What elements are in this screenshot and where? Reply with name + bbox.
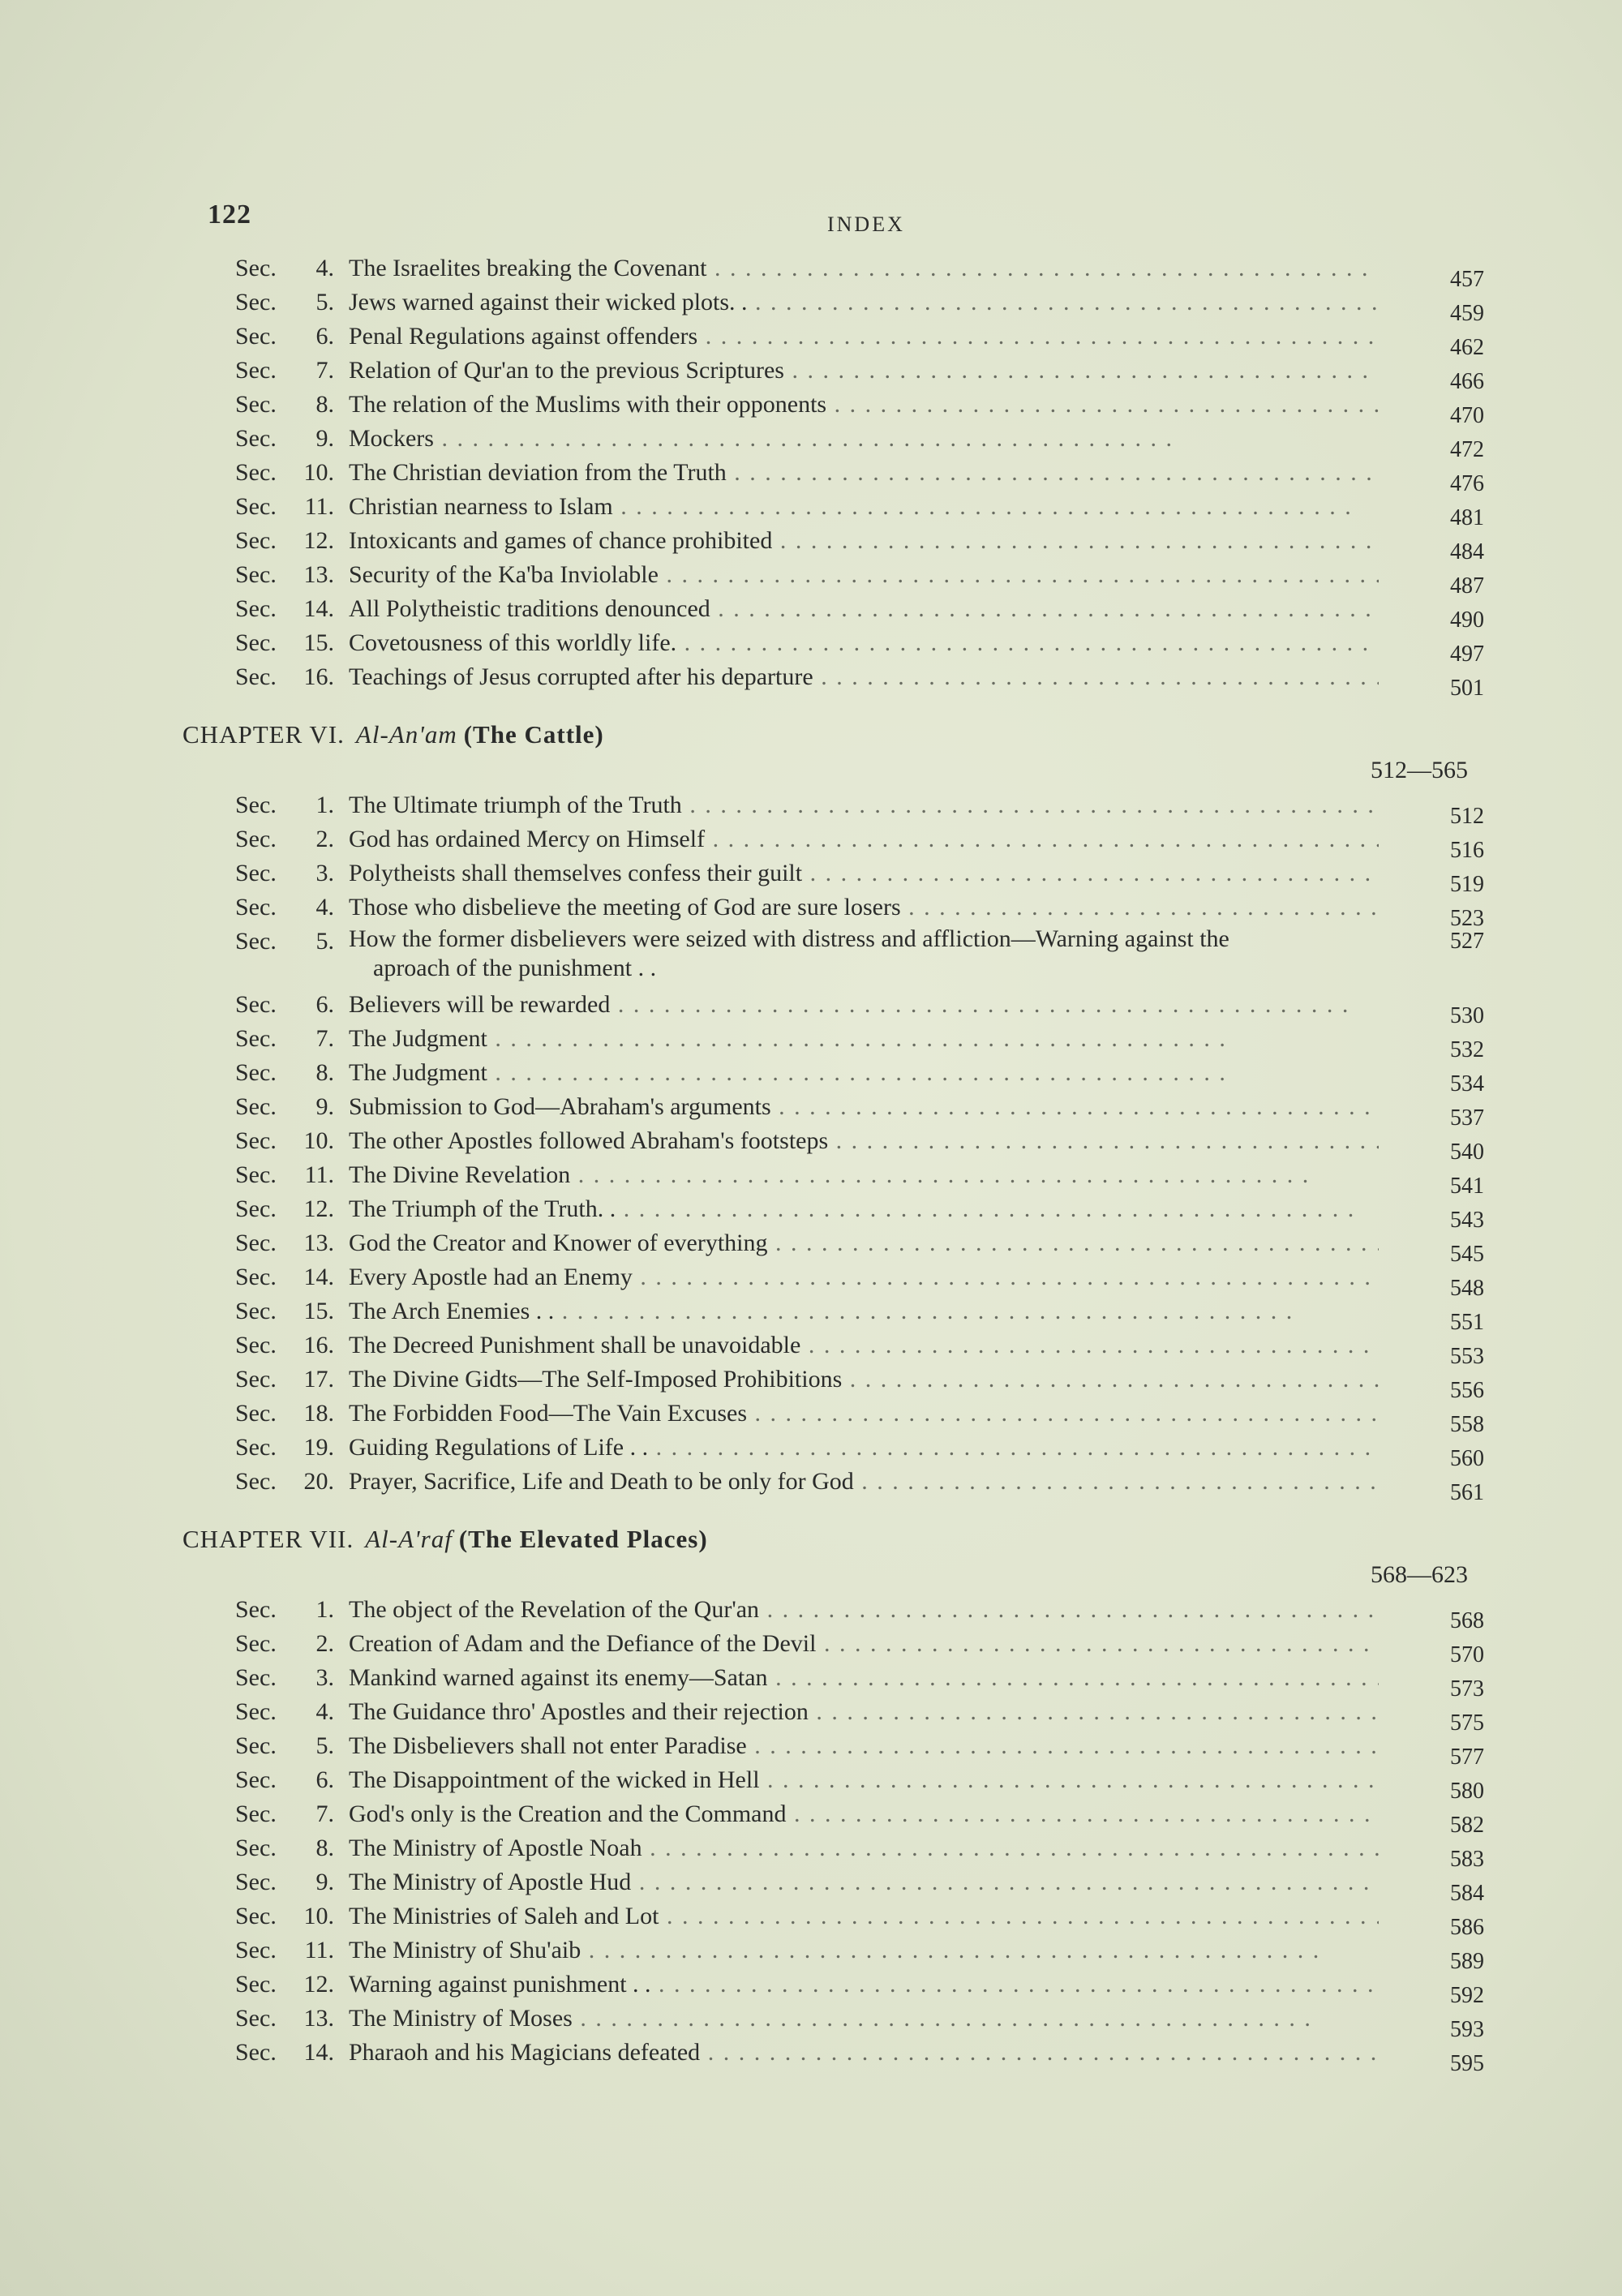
section-title (349, 1328, 1379, 1363)
toc-entry (178, 1022, 1484, 1062)
section-page-number: 570 (1450, 1642, 1484, 1667)
section-title-text: The Judgment (349, 1025, 487, 1052)
toc-entry (178, 2002, 1484, 2042)
section-number: 5. (315, 289, 334, 315)
section-prefix: Sec. (235, 1766, 277, 1793)
section-title (349, 2002, 1379, 2036)
section-number: 14. (303, 1264, 334, 1290)
section-title-text: Mockers (349, 425, 434, 452)
section-title-text: Security of the Ka'ba Inviolable (349, 561, 659, 588)
section-page-number: 457 (1450, 267, 1484, 292)
section-number: 7. (315, 1800, 334, 1827)
section-title (349, 1226, 1379, 1260)
toc-entry (178, 1363, 1484, 1403)
toc-entry (178, 1465, 1484, 1521)
section-title (349, 456, 1379, 490)
section-title (349, 251, 1379, 285)
toc-entry (178, 2036, 1484, 2092)
section-prefix: Sec. (235, 289, 277, 315)
section-title-text: Pharaoh and his Magicians defeated (349, 2039, 701, 2066)
section-prefix: Sec. (235, 1971, 277, 1998)
section-number: 13. (303, 2005, 334, 2032)
section-title (349, 2036, 1379, 2070)
section-number: 15. (303, 1298, 334, 1324)
section-prefix: Sec. (235, 1903, 277, 1929)
section-page-number: 545 (1450, 1242, 1484, 1267)
section-prefix: Sec. (235, 1835, 277, 1861)
chapter-heading-7 (178, 1521, 1484, 1593)
section-prefix: Sec. (235, 826, 277, 852)
section-page-number: 548 (1450, 1276, 1484, 1301)
section-prefix: Sec. (235, 1366, 277, 1393)
section-title (349, 592, 1379, 626)
toc-entry (178, 1797, 1484, 1838)
section-title (349, 320, 1379, 354)
section-prefix: Sec. (235, 459, 277, 486)
toc-entry (178, 354, 1484, 394)
section-title (349, 1192, 1379, 1226)
section-title (349, 1933, 1379, 1968)
section-title-text: The Ministry of Apostle Noah (349, 1835, 642, 1861)
section-title-text: The Divine Gidts—The Self-Imposed Prohibitions (349, 1366, 843, 1393)
section-title-text: The Arch Enemies . . (349, 1298, 555, 1324)
section-number: 3. (315, 860, 334, 886)
section-prefix: Sec. (235, 1937, 277, 1963)
section-page-number: 530 (1450, 1003, 1484, 1028)
section-prefix: Sec. (235, 1400, 277, 1427)
section-number: 18. (303, 1400, 334, 1427)
section-page-number: 481 (1450, 505, 1484, 530)
toc-entry (178, 422, 1484, 462)
section-title (349, 1022, 1379, 1056)
section-number: 13. (303, 561, 334, 588)
section-title (349, 1729, 1379, 1763)
section-title-text: All Polytheistic traditions denounced (349, 595, 710, 622)
section-title-text: God the Creator and Knower of everything (349, 1230, 768, 1256)
section-title-text: Intoxicants and games of chance prohibited (349, 527, 773, 554)
toc-entry (178, 490, 1484, 530)
section-title (349, 626, 1379, 660)
section-prefix: Sec. (235, 1434, 277, 1461)
section-title-text: The other Apostles followed Abraham's footsteps (349, 1127, 829, 1154)
section-title-continuation: aproach of the punishment . . (373, 955, 657, 981)
section-prefix: Sec. (235, 1127, 277, 1154)
section-prefix: Sec. (235, 1468, 277, 1495)
section-title (349, 1465, 1379, 1499)
section-title-text: The object of the Revelation of the Qur'an (349, 1596, 760, 1623)
section-title (349, 422, 1379, 456)
section-prefix: Sec. (235, 894, 277, 921)
toc-entry (178, 1260, 1484, 1301)
toc-entry (178, 1695, 1484, 1736)
section-number: 12. (303, 1971, 334, 1998)
section-title (349, 1968, 1379, 2002)
chapter-6-section-list (178, 788, 1484, 1521)
toc-entry (178, 626, 1484, 667)
toc-entry (178, 788, 1484, 829)
toc-entry (178, 456, 1484, 496)
section-number: 1. (315, 792, 334, 818)
section-page-number: 577 (1450, 1745, 1484, 1770)
section-number: 5. (315, 928, 334, 955)
toc-entry (178, 925, 1484, 988)
chapter-english-title: (The Cattle) (463, 720, 604, 749)
section-title (349, 285, 1379, 320)
section-number: 2. (315, 826, 334, 852)
toc-entry (178, 251, 1484, 292)
section-title-text: How the former disbelievers were seized with distress and affliction—Warning against the (349, 925, 1229, 952)
toc-entry (178, 1865, 1484, 1906)
section-page-number: 516 (1450, 838, 1484, 863)
section-title-text: Those who disbelieve the meeting of God are sure losers (349, 894, 901, 921)
section-title-text: Guiding Regulations of Life . . (349, 1434, 649, 1461)
section-number: 15. (303, 629, 334, 656)
section-number: 17. (303, 1366, 334, 1393)
section-title-text: Creation of Adam and the Defiance of the Devil (349, 1630, 817, 1657)
section-title (349, 1124, 1379, 1158)
section-title-text: Covetousness of this worldly life. (349, 629, 677, 656)
section-title (349, 1397, 1379, 1431)
section-page-number: 558 (1450, 1412, 1484, 1437)
section-prefix: Sec. (235, 1630, 277, 1657)
section-title (349, 1363, 1379, 1397)
section-page-number: 476 (1450, 471, 1484, 496)
section-prefix: Sec. (235, 1596, 277, 1623)
section-title-text: Relation of Qur'an to the previous Scriptures (349, 357, 784, 384)
toc-entry (178, 1328, 1484, 1369)
section-prefix: Sec. (235, 991, 277, 1018)
toc-entry (178, 856, 1484, 897)
toc-entry (178, 1226, 1484, 1267)
section-page-number: 575 (1450, 1710, 1484, 1736)
section-prefix: Sec. (235, 493, 277, 520)
section-number: 19. (303, 1434, 334, 1461)
table-of-contents (178, 251, 1484, 2092)
toc-entry (178, 891, 1484, 931)
section-title (349, 925, 1484, 983)
section-page-number: 472 (1450, 437, 1484, 462)
section-number: 6. (315, 991, 334, 1018)
section-number: 9. (315, 425, 334, 452)
section-number: 7. (315, 1025, 334, 1052)
section-number: 3. (315, 1664, 334, 1691)
section-number: 13. (303, 1230, 334, 1256)
section-title-text: Every Apostle had an Enemy (349, 1264, 633, 1290)
section-title-text: The Ministry of Shu'aib (349, 1937, 581, 1963)
section-title-text: Prayer, Sacrifice, Life and Death to be only for God (349, 1468, 854, 1495)
chapter-page-range: 568—623 (1371, 1561, 1468, 1588)
section-number: 4. (315, 894, 334, 921)
section-page-number: 462 (1450, 335, 1484, 360)
section-title (349, 1090, 1379, 1124)
section-title-text: Believers will be rewarded (349, 991, 611, 1018)
section-title (349, 354, 1379, 388)
section-title-text: The Triumph of the Truth. . (349, 1195, 616, 1222)
section-page-number: 560 (1450, 1446, 1484, 1471)
toc-entry (178, 592, 1484, 633)
section-page-number: 497 (1450, 642, 1484, 667)
section-title-text: The Ministries of Saleh and Lot (349, 1903, 659, 1929)
chapter-arabic-title: Al-An'am (355, 720, 457, 749)
section-page-number: 580 (1450, 1779, 1484, 1804)
section-title (349, 1763, 1379, 1797)
section-number: 8. (315, 391, 334, 418)
section-page-number: 595 (1450, 2051, 1484, 2076)
section-number: 8. (315, 1059, 334, 1086)
section-prefix: Sec. (235, 663, 277, 690)
page-number: 122 (208, 200, 251, 230)
section-title-text: The Decreed Punishment shall be unavoidable (349, 1332, 801, 1358)
section-prefix: Sec. (235, 595, 277, 622)
section-page-number: 459 (1450, 301, 1484, 326)
section-title (349, 1593, 1379, 1627)
section-title (349, 660, 1379, 694)
toc-entry (178, 1090, 1484, 1131)
section-title-text: Warning against punishment . . (349, 1971, 651, 1998)
section-title-text: The Israelites breaking the Covenant (349, 255, 707, 281)
toc-entry (178, 1593, 1484, 1633)
section-title (349, 1627, 1379, 1661)
section-prefix: Sec. (235, 860, 277, 886)
section-number: 10. (303, 459, 334, 486)
section-page-number: 573 (1450, 1676, 1484, 1702)
toc-entry (178, 1158, 1484, 1199)
section-title-text: Polytheists shall themselves confess their guilt (349, 860, 803, 886)
section-prefix: Sec. (235, 1059, 277, 1086)
section-title-text: Teachings of Jesus corrupted after his departure (349, 663, 813, 690)
intro-section-list (178, 251, 1484, 717)
section-prefix: Sec. (235, 357, 277, 384)
toc-entry (178, 1397, 1484, 1437)
section-number: 9. (315, 1093, 334, 1120)
section-page-number: 519 (1450, 872, 1484, 897)
section-page-number: 541 (1450, 1174, 1484, 1199)
section-page-number: 534 (1450, 1071, 1484, 1097)
section-prefix: Sec. (235, 2039, 277, 2066)
toc-entry (178, 524, 1484, 564)
chapter-label: CHAPTER VI. (182, 720, 345, 749)
section-number: 9. (315, 1869, 334, 1895)
section-title-text: Christian nearness to Islam (349, 493, 613, 520)
section-prefix: Sec. (235, 792, 277, 818)
section-prefix: Sec. (235, 2005, 277, 2032)
toc-entry (178, 1431, 1484, 1471)
section-page-number: 532 (1450, 1037, 1484, 1062)
chapter-label: CHAPTER VII. (182, 1525, 354, 1553)
toc-entry (178, 1933, 1484, 1974)
section-title (349, 1865, 1379, 1899)
section-title-text: The Forbidden Food—The Vain Excuses (349, 1400, 748, 1427)
section-prefix: Sec. (235, 425, 277, 452)
chapter-7-section-list (178, 1593, 1484, 2092)
toc-entry (178, 1627, 1484, 1667)
section-prefix: Sec. (235, 1698, 277, 1725)
section-title-text: The Divine Revelation (349, 1161, 571, 1188)
section-prefix: Sec. (235, 561, 277, 588)
section-title-text: The relation of the Muslims with their opponents (349, 391, 827, 418)
section-title-text: God has ordained Mercy on Himself (349, 826, 706, 852)
section-page-number: 540 (1450, 1139, 1484, 1165)
section-page-number: 527 (1450, 929, 1484, 954)
section-title-text: The Disbelievers shall not enter Paradise (349, 1732, 747, 1759)
section-page-number: 512 (1450, 804, 1484, 829)
toc-entry (178, 1831, 1484, 1872)
section-page-number: 584 (1450, 1881, 1484, 1906)
section-page-number: 470 (1450, 403, 1484, 428)
section-prefix: Sec. (235, 323, 277, 350)
section-number: 20. (303, 1468, 334, 1495)
section-title (349, 1899, 1379, 1933)
section-page-number: 586 (1450, 1915, 1484, 1940)
section-number: 10. (303, 1127, 334, 1154)
section-page-number: 501 (1450, 676, 1484, 701)
section-prefix: Sec. (235, 527, 277, 554)
section-page-number: 561 (1450, 1480, 1484, 1505)
section-title (349, 490, 1379, 524)
section-number: 8. (315, 1835, 334, 1861)
section-page-number: 543 (1450, 1208, 1484, 1233)
section-number: 12. (303, 1195, 334, 1222)
section-number: 12. (303, 527, 334, 554)
toc-entry (178, 1968, 1484, 2008)
section-title (349, 1056, 1379, 1090)
section-page-number: 593 (1450, 2017, 1484, 2042)
section-title-text: God's only is the Creation and the Command (349, 1800, 787, 1827)
chapter-arabic-title: Al-A'raf (365, 1525, 453, 1553)
section-number: 1. (315, 1596, 334, 1623)
toc-entry (178, 1294, 1484, 1335)
chapter-heading-6 (178, 717, 1484, 788)
section-page-number: 487 (1450, 573, 1484, 599)
section-number: 10. (303, 1903, 334, 1929)
toc-entry (178, 1661, 1484, 1702)
section-title-text: The Guidance thro' Apostles and their rejection (349, 1698, 809, 1725)
toc-entry (178, 1192, 1484, 1233)
section-title (349, 1294, 1379, 1328)
section-number: 4. (315, 255, 334, 281)
toc-entry (178, 1899, 1484, 1940)
section-title-text: The Judgment (349, 1059, 487, 1086)
section-prefix: Sec. (235, 1025, 277, 1052)
section-number: 11. (304, 493, 334, 520)
section-page-number: 466 (1450, 369, 1484, 394)
section-title (349, 558, 1379, 592)
section-prefix: Sec. (235, 1869, 277, 1895)
section-prefix: Sec. (235, 1298, 277, 1324)
section-title-text: The Ultimate triumph of the Truth (349, 792, 682, 818)
section-prefix: Sec. (235, 1800, 277, 1827)
section-prefix: Sec. (235, 1093, 277, 1120)
section-number: 16. (303, 1332, 334, 1358)
chapter-english-title: (The Elevated Places) (458, 1525, 708, 1553)
section-title-text: The Ministry of Apostle Hud (349, 1869, 632, 1895)
section-prefix: Sec. (235, 1664, 277, 1691)
section-prefix: Sec. (235, 1195, 277, 1222)
section-prefix: Sec. (235, 255, 277, 281)
section-page-number: 556 (1450, 1378, 1484, 1403)
toc-entry (178, 1056, 1484, 1097)
section-title (349, 1431, 1379, 1465)
section-number: 16. (303, 663, 334, 690)
section-title-text: Jews warned against their wicked plots. . (349, 289, 748, 315)
section-prefix: Sec. (235, 629, 277, 656)
section-page-number: 582 (1450, 1813, 1484, 1838)
section-number: 11. (304, 1161, 334, 1188)
section-page-number: 523 (1450, 906, 1484, 931)
section-prefix: Sec. (235, 928, 277, 955)
section-title (349, 1831, 1379, 1865)
section-title (349, 822, 1379, 856)
section-prefix: Sec. (235, 1332, 277, 1358)
toc-entry (178, 822, 1484, 863)
section-title-text: Mankind warned against its enemy—Satan (349, 1664, 768, 1691)
section-title-text: The Disappointment of the wicked in Hell (349, 1766, 760, 1793)
section-page-number: 490 (1450, 607, 1484, 633)
section-number: 11. (304, 1937, 334, 1963)
section-prefix: Sec. (235, 391, 277, 418)
section-title (349, 856, 1379, 891)
section-number: 4. (315, 1698, 334, 1725)
section-title (349, 788, 1379, 822)
section-title (349, 388, 1379, 422)
section-number: 14. (303, 2039, 334, 2066)
section-prefix: Sec. (235, 1230, 277, 1256)
section-title-text: The Christian deviation from the Truth (349, 459, 727, 486)
section-page-number: 551 (1450, 1310, 1484, 1335)
section-prefix: Sec. (235, 1732, 277, 1759)
chapter-page-range: 512—565 (1371, 757, 1468, 783)
section-page-number: 583 (1450, 1847, 1484, 1872)
section-title (349, 1661, 1379, 1695)
section-title (349, 988, 1379, 1022)
toc-entry (178, 320, 1484, 360)
section-title-text: Submission to God—Abraham's arguments (349, 1093, 771, 1120)
section-title (349, 1260, 1379, 1294)
section-prefix: Sec. (235, 1161, 277, 1188)
section-page-number: 589 (1450, 1949, 1484, 1974)
section-number: 6. (315, 1766, 334, 1793)
toc-entry (178, 660, 1484, 717)
section-title (349, 891, 1379, 925)
section-page-number: 592 (1450, 1983, 1484, 2008)
section-number: 5. (315, 1732, 334, 1759)
section-page-number: 484 (1450, 539, 1484, 564)
page-title: INDEX (827, 212, 905, 236)
toc-entry (178, 1763, 1484, 1804)
toc-entry (178, 1729, 1484, 1770)
toc-entry (178, 285, 1484, 326)
section-number: 14. (303, 595, 334, 622)
toc-entry (178, 388, 1484, 428)
section-title-text: The Ministry of Moses (349, 2005, 573, 2032)
section-title (349, 1158, 1379, 1192)
section-number: 2. (315, 1630, 334, 1657)
section-number: 7. (315, 357, 334, 384)
section-page-number: 553 (1450, 1344, 1484, 1369)
section-title (349, 1797, 1379, 1831)
toc-entry (178, 558, 1484, 599)
section-page-number: 568 (1450, 1608, 1484, 1633)
toc-entry (178, 988, 1484, 1028)
section-title-text: Penal Regulations against offenders (349, 323, 698, 350)
section-title (349, 1695, 1379, 1729)
section-page-number: 537 (1450, 1105, 1484, 1131)
toc-entry (178, 1124, 1484, 1165)
section-number: 6. (315, 323, 334, 350)
section-title (349, 524, 1379, 558)
section-prefix: Sec. (235, 1264, 277, 1290)
